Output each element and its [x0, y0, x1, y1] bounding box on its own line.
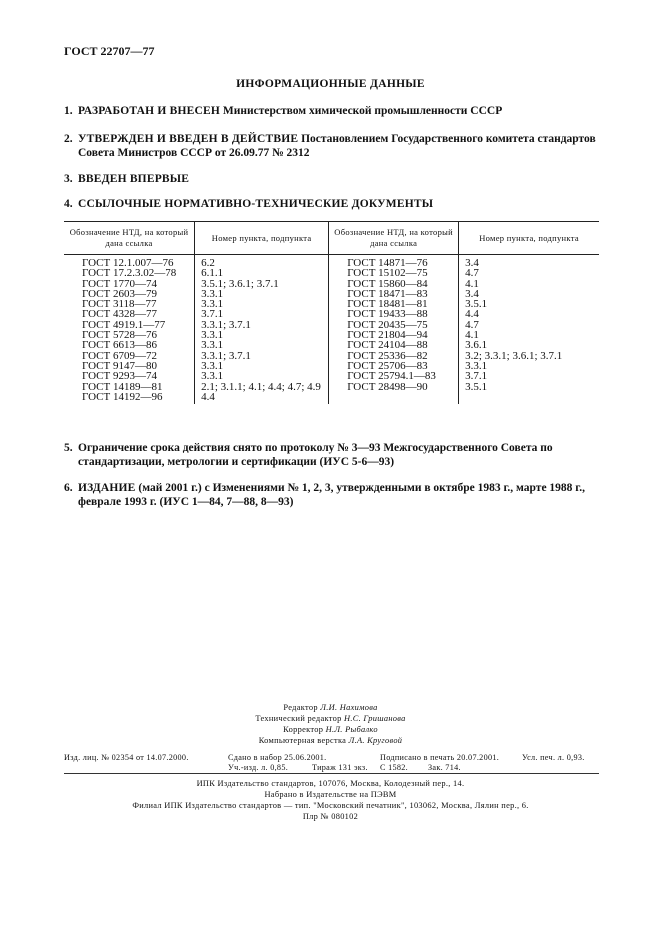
item-label: УТВЕРЖДЕН И ВВЕДЕН В ДЕЙСТВИЕ	[78, 133, 299, 145]
clause-ref: 4.7	[465, 267, 479, 280]
doc-ref: ГОСТ 18471—83	[347, 287, 428, 300]
clause-ref: 3.7.1	[201, 308, 224, 321]
doc-ref: ГОСТ 14192—96	[82, 390, 163, 403]
credit-line	[0, 713, 661, 724]
item-number: 1.	[64, 105, 73, 117]
page-title: ИНФОРМАЦИОННЫЕ ДАННЫЕ	[236, 78, 425, 90]
clause-ref: 3.5.1	[465, 298, 488, 311]
c-number: С 1582.	[380, 763, 409, 772]
clause-ref: 3.3.1	[201, 370, 224, 383]
doc-ref: ГОСТ 6613—86	[82, 339, 157, 352]
doc-ref: ГОСТ 5728—76	[82, 329, 157, 342]
publisher-line: Филиал ИПК Издательство стандартов — тип. "Московский печатник", 103062, Москва, Лялин пер., 6.	[132, 801, 529, 810]
print-sheets: Усл. печ. л. 0,93.	[522, 753, 585, 762]
info-item-2	[64, 132, 609, 160]
clause-ref: 4.1	[465, 329, 479, 342]
clause-ref: 4.4	[465, 308, 479, 321]
doc-ref: ГОСТ 12.1.007—76	[82, 257, 174, 269]
info-item-6	[64, 481, 609, 509]
publisher-line: Набрано в Издательстве на ПЭВМ	[264, 790, 397, 799]
sign-date: Подписано в печать 20.07.2001.	[380, 753, 500, 762]
clause-ref: 3.3.1; 3.7.1	[201, 318, 251, 331]
doc-ref: ГОСТ 25794.1—83	[347, 370, 436, 383]
left-clause-column	[195, 255, 329, 405]
doc-ref: ГОСТ 15102—75	[347, 267, 428, 280]
clause-ref: 3.5.1	[465, 380, 488, 393]
order-number: Зак. 714.	[428, 763, 461, 772]
credit-name: Н.С. Гришанова	[343, 714, 406, 723]
doc-ref: ГОСТ 9293—74	[82, 370, 157, 383]
info-item-3	[64, 172, 609, 186]
doc-ref: ГОСТ 1770—74	[82, 277, 157, 290]
item-number: 2.	[64, 133, 73, 145]
clause-ref: 4.7	[465, 318, 479, 331]
credit-name: Л.А. Круговой	[348, 736, 403, 745]
credit-name: Н.Л. Рыбалко	[325, 725, 378, 734]
reference-documents-table	[64, 221, 599, 404]
clause-ref: 3.7.1	[465, 370, 488, 383]
doc-ref: ГОСТ 18481—81	[347, 298, 428, 311]
document-code: ГОСТ 22707—77	[64, 44, 155, 58]
publisher-line: ИПК Издательство стандартов, 107076, Москва, Колодезный пер., 14.	[196, 779, 465, 788]
pub-sheets: Уч.-изд. л. 0,85.	[228, 763, 289, 772]
clause-ref: 3.4	[465, 257, 479, 269]
item-text: Ограничение срока действия снято по протоколу № 3—93 Межгосударственного Совета по стандартизации, метрологии и сертификации (ИУС 5-6—93)	[78, 442, 553, 468]
doc-ref: ГОСТ 19433—88	[347, 308, 428, 321]
credit-role: Компьютерная верстка	[258, 736, 347, 745]
clause-ref: 3.6.1	[465, 339, 488, 352]
doc-ref: ГОСТ 3118—77	[82, 298, 157, 311]
item-label: РАЗРАБОТАН И ВНЕСЕН	[78, 105, 221, 117]
doc-ref: ГОСТ 15860—84	[347, 277, 428, 290]
item-number: 3.	[64, 173, 73, 185]
publisher-line: Плр № 080102	[302, 812, 359, 821]
doc-ref: ГОСТ 17.2.3.02—78	[82, 267, 177, 280]
clause-ref: 3.3.1; 3.7.1	[201, 349, 251, 362]
clause-ref: 3.5.1; 3.6.1; 3.7.1	[201, 277, 279, 290]
doc-ref: ГОСТ 14189—81	[82, 380, 163, 393]
item-number: 5.	[64, 442, 73, 454]
copies: Тираж 131 экз.	[312, 763, 368, 772]
divider	[64, 773, 599, 774]
item-label: ВВЕДЕН ВПЕРВЫЕ	[78, 173, 190, 185]
info-item-1	[64, 104, 609, 118]
clause-ref: 6.1.1	[201, 267, 224, 280]
clause-ref: 3.4	[465, 287, 479, 300]
clause-ref: 3.2; 3.3.1; 3.6.1; 3.7.1	[465, 349, 563, 362]
info-item-5	[64, 441, 609, 469]
clause-ref: 3.3.1	[201, 298, 224, 311]
item-text: (май 2001 г.) с Изменениями № 1, 2, 3, утвержденными в октябре 1983 г., марте 1988 г., феврале 1993 г. (ИУС 1—84, 7—88, 8—93)	[78, 482, 585, 508]
clause-ref: 6.2	[201, 257, 215, 269]
item-label: ИЗДАНИЕ	[78, 482, 136, 494]
clause-ref: 2.1; 3.1.1; 4.1; 4.4; 4.7; 4.9	[201, 380, 321, 393]
column-header-clause: Номер пункта, подпункта	[459, 222, 599, 255]
info-item-4	[64, 197, 609, 211]
doc-ref: ГОСТ 4328—77	[82, 308, 157, 321]
item-label: ССЫЛОЧНЫЕ НОРМАТИВНО-ТЕХНИЧЕСКИЕ ДОКУМЕНТЫ	[78, 198, 434, 210]
item-number: 4.	[64, 198, 73, 210]
column-header-doc: Обозначение НТД, на который дана ссылка	[329, 222, 459, 255]
clause-ref: 3.3.1	[201, 287, 224, 300]
doc-ref: ГОСТ 2603—79	[82, 287, 157, 300]
doc-ref: ГОСТ 20435—75	[347, 318, 428, 331]
right-clause-column	[459, 255, 599, 405]
credit-role: Корректор	[283, 725, 324, 734]
credit-role: Редактор	[283, 703, 318, 712]
item-text: Постановлением Государственного комитета стандартов Совета Министров СССР от 26.09.77 № 2312	[78, 133, 596, 159]
column-header-doc: Обозначение НТД, на который дана ссылка	[64, 222, 195, 255]
clause-ref: 4.1	[465, 277, 479, 290]
doc-ref: ГОСТ 6709—72	[82, 349, 157, 362]
credit-line	[0, 735, 661, 746]
left-doc-column	[64, 255, 195, 405]
doc-ref: ГОСТ 21804—94	[347, 329, 428, 342]
credit-line	[0, 724, 661, 735]
clause-ref: 3.3.1	[465, 359, 488, 372]
right-doc-column	[329, 255, 459, 405]
clause-ref: 3.3.1	[201, 329, 224, 342]
column-header-clause: Номер пункта, подпункта	[195, 222, 329, 255]
clause-ref: 3.3.1	[201, 339, 224, 352]
clause-ref: 3.3.1	[201, 359, 224, 372]
publisher-block	[0, 778, 661, 822]
item-number: 6.	[64, 482, 73, 494]
doc-ref: ГОСТ 24104—88	[347, 339, 428, 352]
credit-line	[0, 702, 661, 713]
doc-ref: ГОСТ 25336—82	[347, 349, 428, 362]
doc-ref: ГОСТ 9147—80	[82, 359, 157, 372]
credits-block	[0, 702, 661, 746]
set-date: Сдано в набор 25.06.2001.	[228, 753, 327, 762]
license-number: Изд. лиц. № 02354 от 14.07.2000.	[64, 753, 189, 762]
credit-role: Технический редактор	[255, 714, 342, 723]
doc-ref: ГОСТ 25706—83	[347, 359, 428, 372]
doc-ref: ГОСТ 28498—90	[347, 380, 428, 393]
doc-ref: ГОСТ 4919.1—77	[82, 318, 166, 331]
clause-ref: 4.4	[201, 390, 215, 403]
doc-ref: ГОСТ 14871—76	[347, 257, 428, 269]
item-text: Министерством химической промышленности СССР	[220, 105, 503, 117]
credit-name: Л.И. Нахимова	[320, 703, 378, 712]
